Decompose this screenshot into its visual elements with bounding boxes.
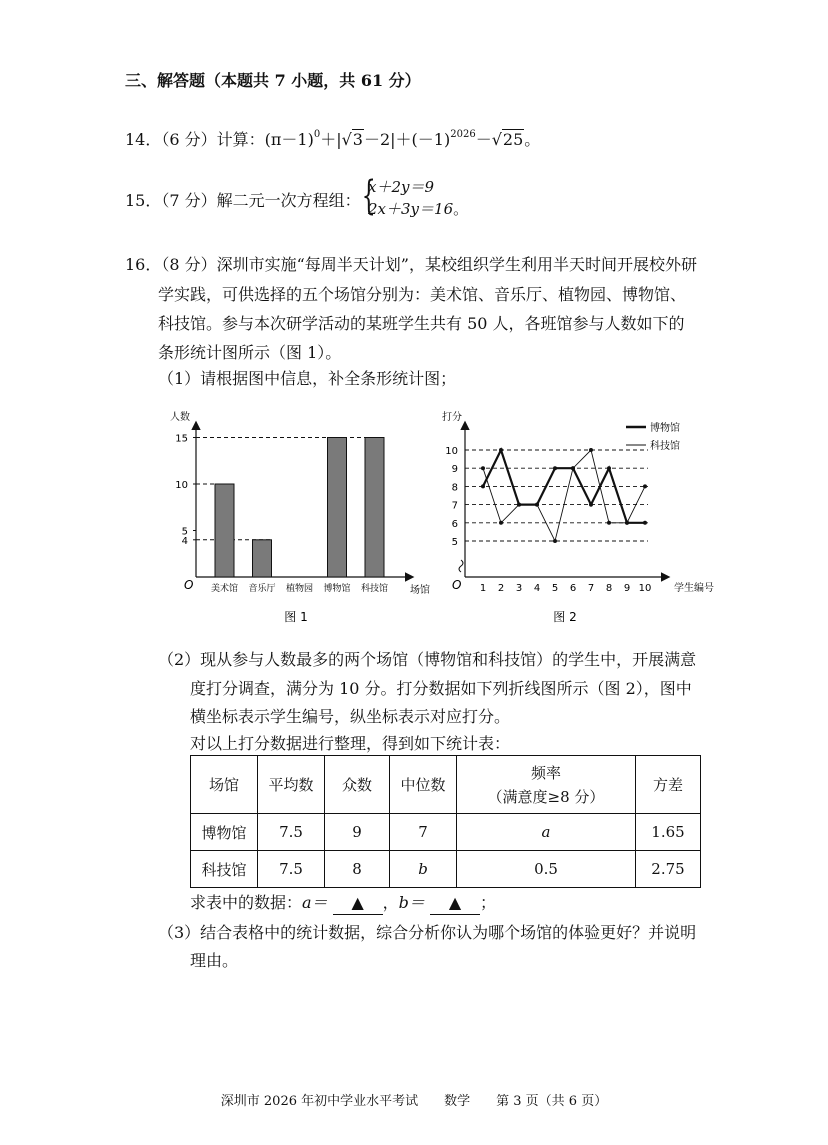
data-point	[481, 466, 485, 470]
data-point	[481, 484, 485, 488]
cell: a	[457, 814, 636, 851]
answer-prefix: 求表中的数据：	[190, 893, 303, 912]
cell: 博物馆	[191, 814, 258, 851]
y-tick-label: 8	[451, 482, 458, 494]
y-tick-label: 4	[181, 535, 188, 547]
q16-part2-line4: 对以上打分数据进行整理，得到如下统计表：	[190, 734, 511, 753]
cell: 7	[390, 814, 457, 851]
y-tick-label: 9	[451, 464, 458, 476]
q16-part3-line2: 理由。	[190, 951, 239, 970]
category-label: 音乐厅	[248, 584, 276, 594]
y-tick-label: 6	[451, 518, 458, 530]
y-tick-label: 10	[175, 480, 188, 491]
x-tick-label: 9	[623, 583, 631, 594]
x-tick-label: 6	[569, 583, 577, 594]
table-row	[191, 814, 701, 851]
origin-label: O	[452, 578, 462, 592]
answer-a-label: a＝	[302, 893, 328, 912]
x-tick-label: 5	[551, 583, 559, 594]
y-tick-label: 5	[181, 526, 188, 538]
q14-mid1: ＋|	[320, 130, 342, 149]
q14-mid2: －2|＋(－1)	[363, 130, 451, 149]
table-header-row	[191, 756, 701, 814]
y-axis-label: 打分	[442, 412, 462, 423]
data-point	[607, 466, 611, 470]
data-point	[517, 503, 521, 507]
cell: 7.5	[258, 851, 325, 888]
cell: 科技馆	[191, 851, 258, 888]
q16-part2-line3: 横坐标表示学生编号，纵坐标表示对应打分。	[190, 707, 511, 726]
data-point	[589, 503, 593, 507]
q16-part3-line1: （3）结合表格中的统计数据，综合分析你认为哪个场馆的体验更好？并说明	[158, 923, 697, 942]
q16-line3: 科技馆。参与本次研学活动的某班学生共有 50 人，各班馆参与人数如下的	[158, 314, 685, 333]
legend-label: 科技馆	[650, 441, 680, 452]
x-tick-label: 2	[497, 583, 505, 594]
section-heading: 三、解答题（本题共 7 小题，共 61 分）	[125, 71, 421, 90]
series-line-科技馆	[483, 450, 645, 541]
q14-root-b: 25	[502, 130, 524, 149]
data-point	[553, 466, 557, 470]
x-tick-label: 10	[638, 583, 652, 594]
q14-prefix: 14．（6 分）计算：(π－1)	[125, 130, 314, 149]
data-point	[589, 448, 593, 452]
x-tick-label: 4	[533, 583, 541, 594]
header-frequency	[457, 756, 636, 814]
q14-exp0: 0	[313, 129, 321, 140]
data-point	[607, 521, 611, 525]
data-point	[643, 484, 647, 488]
header-frequency-sub: （满意度≥8 分）	[487, 787, 605, 806]
x-tick-label: 7	[587, 583, 595, 594]
cell: 7.5	[258, 814, 325, 851]
y-axis-label: 人数	[170, 412, 190, 423]
header-mean: 平均数	[258, 756, 325, 814]
y-tick-label: 5	[451, 537, 458, 548]
question-14	[125, 124, 540, 151]
cell: 8	[325, 851, 390, 888]
cell: 0.5	[457, 851, 636, 888]
q16-part2-line1: （2）现从参与人数最多的两个场馆（博物馆和科技馆）的学生中，开展满意	[158, 650, 697, 669]
legend-label: 博物馆	[650, 423, 680, 434]
data-point	[571, 466, 575, 470]
cell: 2.75	[636, 851, 701, 888]
category-label: 博物馆	[323, 584, 351, 594]
q16-part2-line2: 度打分调查，满分为 10 分。打分数据如下列折线图所示（图 2），图中	[190, 679, 692, 698]
answer-line	[190, 892, 496, 915]
q16-part1: （1）请根据图中信息，补全条形统计图；	[158, 369, 457, 388]
data-point	[643, 521, 647, 525]
bar-美术馆	[215, 484, 234, 577]
bar-博物馆	[328, 438, 347, 578]
q14-exp2026: 2026	[450, 129, 476, 140]
header-median: 中位数	[390, 756, 457, 814]
answer-blank-a[interactable]: ▲	[333, 892, 383, 915]
q15-end: 。	[453, 200, 469, 218]
bar-chart-figure-1	[170, 410, 430, 624]
header-venue: 场馆	[191, 756, 258, 814]
category-label: 科技馆	[360, 584, 389, 594]
q15-eq2: 2x＋3y＝16	[368, 200, 454, 218]
sqrt-symbol: √	[491, 130, 502, 149]
axis-break-mark	[459, 560, 463, 572]
cell: b	[390, 851, 457, 888]
data-point	[499, 521, 503, 525]
header-mode: 众数	[325, 756, 390, 814]
x-axis-label: 场馆	[410, 585, 430, 596]
data-point	[535, 503, 539, 507]
header-variance: 方差	[636, 756, 701, 814]
origin-label: O	[184, 578, 194, 592]
bar-音乐厅	[253, 540, 272, 577]
y-tick-label: 10	[445, 446, 458, 457]
q14-mid3: －	[475, 130, 492, 149]
y-tick-label: 15	[175, 433, 188, 445]
q14-root-a: 3	[352, 130, 363, 149]
figure-caption: 图 2	[553, 610, 577, 624]
answer-sep: ，	[382, 893, 399, 912]
header-frequency-main: 频率	[530, 763, 561, 782]
x-axis-label: 学生编号	[674, 583, 714, 594]
x-tick-label: 8	[605, 583, 613, 594]
answer-b-label: b＝	[398, 893, 425, 912]
q15-eq1: x＋2y＝9	[368, 178, 435, 196]
figure-caption: 图 1	[284, 610, 308, 624]
answer-end: ；	[480, 893, 497, 912]
sqrt-symbol: √	[341, 130, 352, 149]
q16-line4: 条形统计图所示（图 1）。	[158, 343, 342, 362]
data-point	[625, 521, 629, 525]
data-point	[499, 448, 503, 452]
stats-table	[190, 755, 701, 888]
table-row	[191, 851, 701, 888]
cell: 1.65	[636, 814, 701, 851]
page-footer: 深圳市 2026 年初中学业水平考试 数学 第 3 页（共 6 页）	[220, 1094, 608, 1109]
q15-prefix: 15．（7 分）解二元一次方程组：	[125, 191, 361, 210]
cell: 9	[325, 814, 390, 851]
q14-end: 。	[524, 130, 541, 149]
y-tick-label: 7	[451, 500, 458, 512]
line-chart-figure-2	[442, 410, 714, 624]
brace-symbol: {	[361, 173, 376, 219]
q16-line2: 学实践，可供选择的五个场馆分别为：美术馆、音乐厅、植物园、博物馆、	[158, 285, 687, 304]
bar-科技馆	[365, 438, 384, 578]
answer-blank-b[interactable]: ▲	[430, 892, 480, 915]
x-tick-label: 3	[515, 583, 523, 594]
category-label: 植物园	[285, 584, 314, 594]
q16-line1: 16．（8 分）深圳市实施“每周半天计划”，某校组织学生利用半天时间开展校外研	[125, 255, 697, 274]
x-tick-label: 1	[479, 583, 487, 594]
data-point	[553, 539, 557, 543]
category-label: 美术馆	[210, 584, 239, 594]
charts-area	[0, 405, 828, 645]
